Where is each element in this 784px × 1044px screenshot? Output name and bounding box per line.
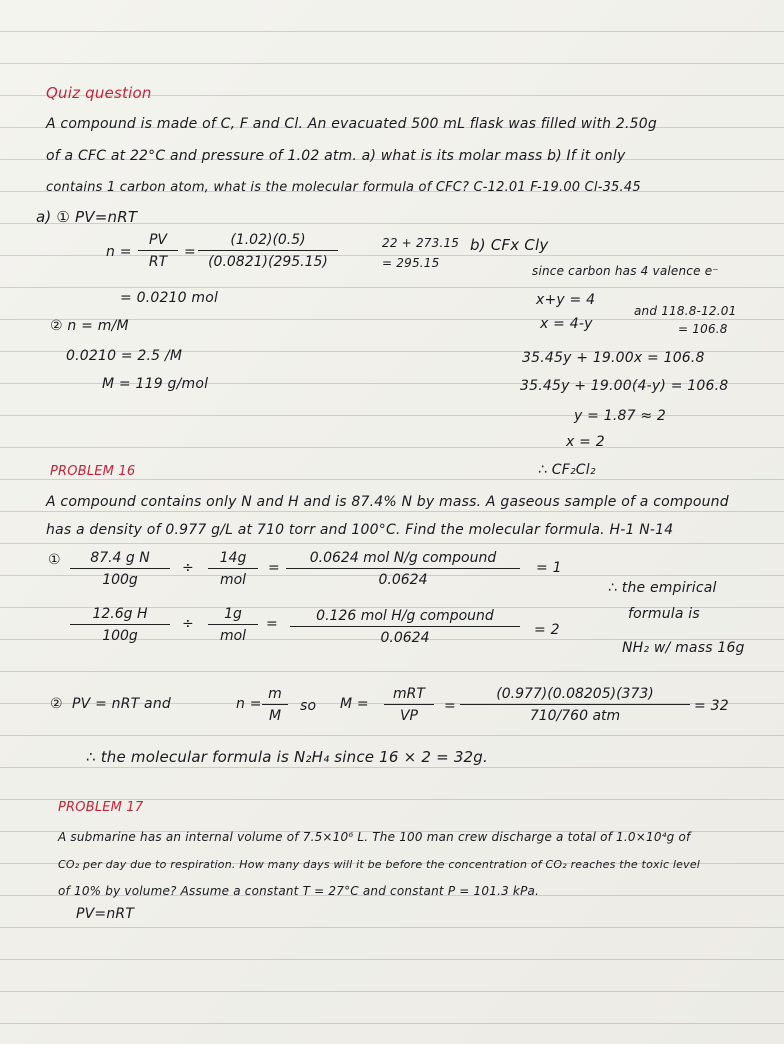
step-2-formula: ② n = m/M	[50, 318, 129, 334]
hydrogen-atomic-mass: 1g	[208, 606, 258, 625]
molecular-formula-conclusion: ∴ the molecular formula is N₂H₄ since 16 × 2 = 32g.	[86, 748, 488, 766]
valence-note: since carbon has 4 valence e⁻	[532, 264, 719, 278]
x-result: x = 2	[566, 434, 605, 450]
temp-conversion: 22 + 273.15	[382, 236, 460, 250]
n-equals-p16: n =	[236, 696, 262, 712]
molar-mass-calc	[460, 686, 690, 724]
ideal-gas-law: PV = nRT and	[72, 696, 171, 712]
part-a-label: a) ① PV=nRT	[36, 208, 138, 226]
molecular-formula-result: ∴ CF₂Cl₂	[538, 462, 596, 478]
vp-denominator: VP	[399, 708, 419, 724]
part-b-label: b) CFx Cly	[470, 236, 549, 254]
mRT-over-VP	[384, 686, 434, 724]
molar-mass-value: = 32	[694, 698, 729, 714]
hydrogen-mol-per-g: 0.126 mol H/g compound	[290, 608, 520, 627]
hundred-grams-h: 100g	[102, 628, 138, 644]
mass-subtraction: and 118.8-12.01	[634, 304, 737, 318]
empirical-note-2: formula is	[628, 606, 700, 622]
hundred-grams: 100g	[102, 572, 138, 588]
hydrogen-ratio-result: = 2	[534, 622, 560, 638]
equals-sign: =	[184, 244, 196, 260]
problem-17-heading: PROBLEM 17	[58, 800, 144, 815]
nitrogen-mass: 87.4 g N	[70, 550, 170, 569]
problem-16-line-2: has a density of 0.977 g/L at 710 torr and 100°C. Find the molecular formula. H-1 N-14	[46, 522, 674, 538]
x-expression: x = 4-y	[540, 316, 593, 332]
quiz-question-line-1: A compound is made of C, F and Cl. An evacuated 500 mL flask was filled with 2.50g	[46, 116, 657, 132]
quiz-question-line-2: of a CFC at 22°C and pressure of 1.02 atm. a) what is its molar mass b) If it only	[46, 148, 626, 164]
hydrogen-mol-ratio	[290, 608, 520, 646]
molar-mass-symbol: M	[268, 708, 282, 724]
quiz-heading: Quiz question	[46, 84, 152, 102]
substituted-values	[198, 232, 338, 270]
quiz-question-line-3: contains 1 carbon atom, what is the molecular formula of CFC? C-12.01 F-19.00 Cl-35.45	[46, 180, 641, 195]
mass-difference: = 106.8	[678, 322, 728, 336]
per-mol: mol	[219, 572, 247, 588]
step-2-substitution: 0.0210 = 2.5 /M	[66, 348, 183, 364]
hydrogen-fraction	[70, 606, 170, 644]
equals-sign-m: =	[444, 698, 456, 714]
nitrogen-atomic-mass: 14g	[208, 550, 258, 569]
calc-numerator: (0.977)(0.08205)(373)	[460, 686, 690, 705]
values-numerator: (1.02)(0.5)	[198, 232, 338, 251]
nitrogen-ratio-result: = 1	[536, 560, 562, 576]
y-result: y = 1.87 ≈ 2	[574, 408, 667, 424]
problem-17-line-1: A submarine has an internal volume of 7.5×10⁶ L. The 100 man crew discharge a total of 1.0×10⁴g of	[58, 830, 691, 844]
step-2-marker: ②	[50, 696, 63, 712]
hydrogen-divisor: 0.0624	[380, 630, 430, 646]
empirical-note-1: ∴ the empirical	[608, 580, 717, 596]
M-equals: M =	[340, 696, 369, 712]
molar-mass-result: M = 119 g/mol	[102, 376, 209, 392]
divide-sign: ÷	[182, 560, 194, 576]
sum-equation: x+y = 4	[536, 292, 596, 308]
nitrogen-fraction	[70, 550, 170, 588]
nitrogen-mol-per-g: 0.0624 mol N/g compound	[286, 550, 520, 569]
so-word: so	[300, 698, 317, 714]
step-1-marker: ①	[48, 552, 61, 568]
hydrogen-mass: 12.6g H	[70, 606, 170, 625]
equals-sign-n: =	[268, 560, 280, 576]
pv-numerator: PV	[138, 232, 178, 251]
rt-denominator: RT	[148, 254, 168, 270]
problem-17-start: PV=nRT	[76, 906, 135, 922]
mrt-numerator: mRT	[384, 686, 434, 705]
n-equals: n =	[106, 244, 132, 260]
problem-16-line-1: A compound contains only N and H and is 87.4% N by mass. A gaseous sample of a compound	[46, 494, 729, 510]
per-mol-h: mol	[219, 628, 247, 644]
nitrogen-molar-mass	[208, 550, 258, 588]
mass-equation: 35.45y + 19.00x = 106.8	[522, 350, 705, 366]
problem-17-line-3: of 10% by volume? Assume a constant T = 27°C and constant P = 101.3 kPa.	[58, 884, 540, 898]
nitrogen-divisor: 0.0624	[378, 572, 428, 588]
m-over-M	[262, 686, 288, 724]
calc-denominator: 710/760 atm	[529, 708, 621, 724]
problem-16-heading: PROBLEM 16	[50, 464, 136, 479]
empirical-formula: NH₂ w/ mass 16g	[622, 640, 745, 656]
moles-result: = 0.0210 mol	[120, 290, 219, 306]
nitrogen-mol-ratio	[286, 550, 520, 588]
values-denominator: (0.0821)(295.15)	[208, 254, 328, 270]
hydrogen-molar-mass	[208, 606, 258, 644]
temp-result: = 295.15	[382, 256, 440, 270]
divide-sign-h: ÷	[182, 616, 194, 632]
equals-sign-h: =	[266, 616, 278, 632]
mass-symbol: m	[262, 686, 288, 705]
pv-over-rt	[138, 232, 178, 270]
substituted-mass-equation: 35.45y + 19.00(4-y) = 106.8	[520, 378, 729, 394]
problem-17-line-2: CO₂ per day due to respiration. How many days will it be before the concentration of CO₂ reaches the toxic level	[58, 858, 701, 871]
